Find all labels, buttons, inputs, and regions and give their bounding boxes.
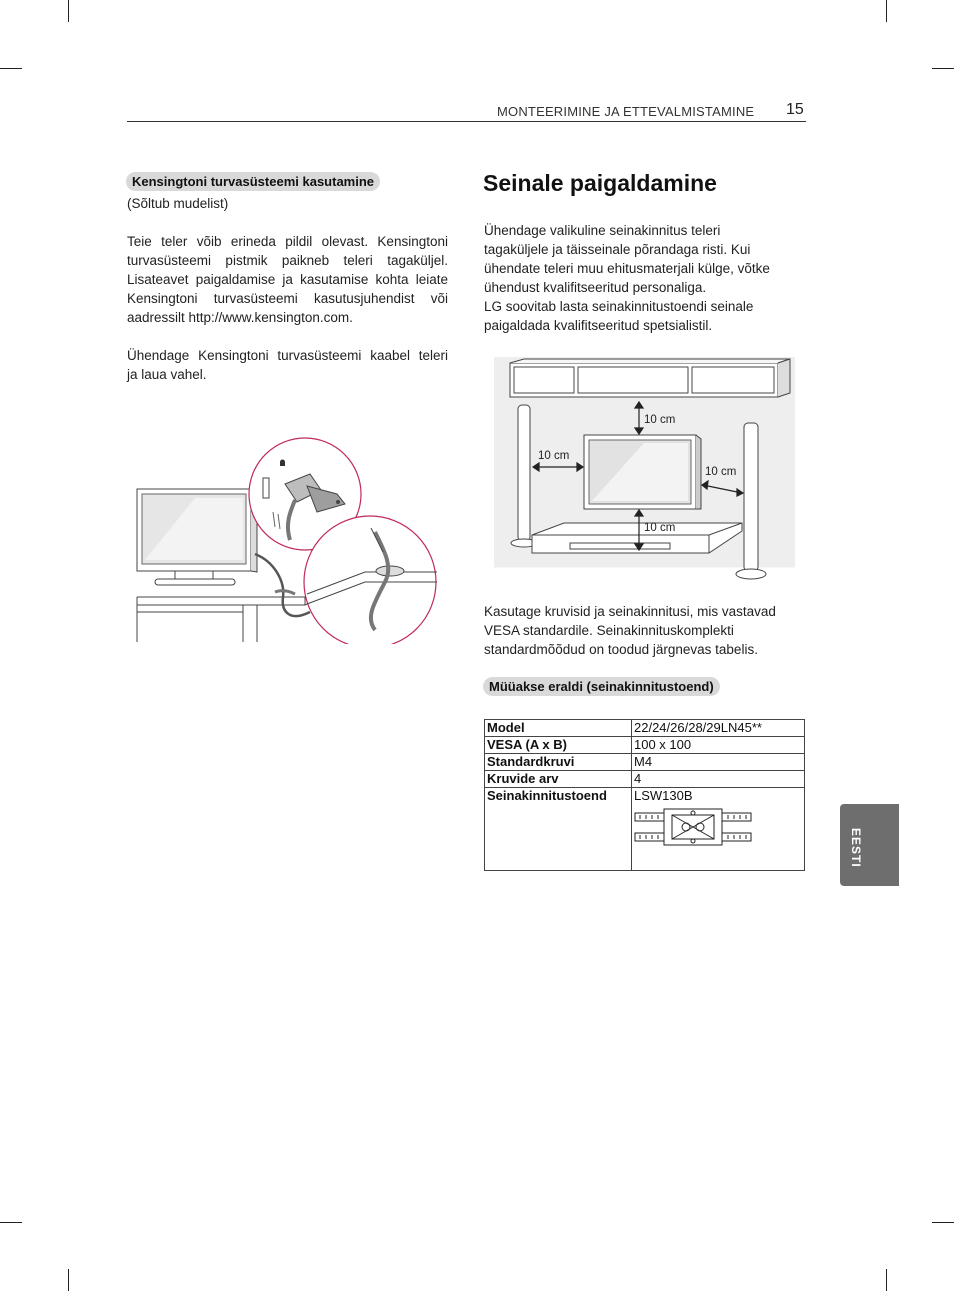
table-cell-value: M4: [632, 754, 805, 771]
table-row: [485, 754, 805, 771]
text-line: paigaldada kvalifitseeritud spetsialistil.: [484, 318, 713, 333]
text-line: Kasutage kruvisid ja seinakinnitusi, mis vastavad: [484, 604, 776, 619]
language-tab: [840, 804, 899, 886]
kensington-paragraph-2: [127, 346, 448, 384]
text-line: LG soovitab lasta seinakinnitustoendi seinale: [484, 299, 754, 314]
kensington-paragraph-1: [127, 232, 448, 327]
wall-paragraph-2: [484, 602, 804, 659]
crop-mark: [932, 1222, 954, 1223]
crop-mark: [886, 1269, 887, 1291]
text-line: ja laua vahel.: [127, 367, 207, 382]
language-tab-label: EESTI: [849, 828, 863, 868]
table-cell-value: 22/24/26/28/29LN45**: [632, 720, 805, 737]
table-cell-label: Seinakinnitustoend: [485, 788, 632, 871]
table-cell-label: Standardkruvi: [485, 754, 632, 771]
text-line: Teie teler võib erineda pildil olevast. Kensingtoni: [127, 234, 448, 249]
clearance-label-top: 10 cm: [644, 414, 676, 426]
text-line: turvasüsteemi pistmik paikneb teleri tagaküljel.: [127, 253, 448, 268]
crop-mark: [68, 1269, 69, 1291]
wall-mount-spec-table: [484, 719, 805, 871]
text-line: Ühendage valikuline seinakinnitus teleri: [484, 223, 721, 238]
running-header: MONTEERIMINE JA ETTEVALMISTAMINE: [497, 104, 755, 119]
table-cell-value: LSW130B: [634, 788, 693, 803]
table-cell-label: Model: [485, 720, 632, 737]
clearance-label-left: 10 cm: [538, 450, 570, 462]
kensington-lock-illustration: [135, 432, 440, 644]
text-line: VESA standardile. Seinakinnituskomplekti: [484, 623, 734, 638]
section-title: Seinale paigaldamine: [483, 170, 717, 196]
tv-illustration: [137, 489, 257, 585]
wall-cabinet: [510, 359, 790, 397]
tv-illustration: [584, 435, 701, 509]
crop-mark: [886, 0, 887, 22]
crop-mark: [68, 0, 69, 22]
wall-mount-clearance-illustration: [494, 357, 795, 584]
table-row: [485, 720, 805, 737]
table-row: [485, 737, 805, 754]
text-line: aadressilt http://www.kensington.com.: [127, 310, 353, 325]
table-cell-label: Kruvide arv: [485, 771, 632, 788]
page-number: 15: [786, 101, 804, 118]
text-line: ühendust kvalifitseeritud personaliga.: [484, 280, 707, 295]
wall-bracket-icon: [634, 807, 752, 847]
table-cell-value: 100 x 100: [632, 737, 805, 754]
text-line: standardmõõdud on toodud järgnevas tabelis.: [484, 642, 758, 657]
kensington-heading: Kensingtoni turvasüsteemi kasutamine: [126, 172, 380, 191]
sold-separately-heading: Müüakse eraldi (seinakinnitustoend): [483, 677, 720, 696]
text-line: Lisateavet paigaldamise ja kasutamise kohta leiate: [127, 272, 448, 287]
table-row: [485, 788, 805, 871]
text-line: ühendate teleri muu ehitusmaterjali külge, võtke: [484, 261, 770, 276]
table-row: [485, 771, 805, 788]
crop-mark: [0, 68, 22, 69]
text-line: tagaküljele ja täisseinale põrandaga risti. Kui: [484, 242, 751, 257]
text-line: Kensingtoni turvasüsteemi kasutusjuhendist või: [127, 291, 448, 306]
table-cell-value-with-image: [632, 788, 805, 871]
clearance-label-right: 10 cm: [705, 466, 737, 478]
table-cell-label: VESA (A x B): [485, 737, 632, 754]
table-cell-value: 4: [632, 771, 805, 788]
crop-mark: [0, 1222, 22, 1223]
crop-mark: [932, 68, 954, 69]
header-divider: [127, 121, 806, 122]
kensington-note: (Sõltub mudelist): [127, 196, 229, 211]
clearance-label-bottom: 10 cm: [644, 522, 676, 534]
tv-stand: [532, 523, 742, 553]
text-line: Ühendage Kensingtoni turvasüsteemi kaabel teleri: [127, 348, 448, 363]
table-leg-detail-circle: [304, 516, 437, 644]
wall-paragraph-1: [484, 221, 804, 335]
